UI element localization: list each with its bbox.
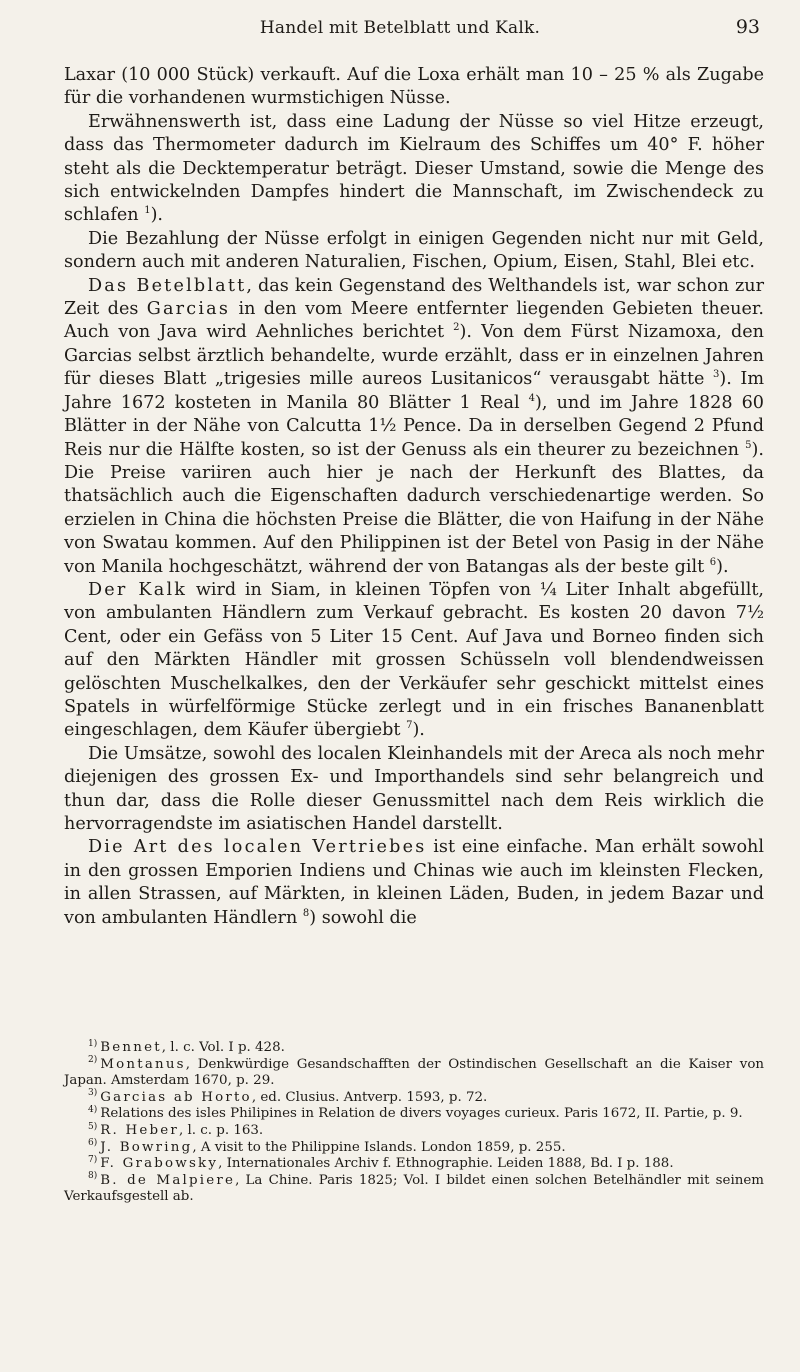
emphasized-text: J. Bowring [100, 1139, 193, 1155]
text-run: , l. c. p. 163. [178, 1122, 264, 1138]
footnote-mark: 7) [88, 1154, 98, 1165]
footnote-reference: 1 [144, 205, 151, 217]
footnote [64, 1156, 764, 1173]
emphasized-text: Bennet [100, 1040, 162, 1055]
footnote-mark: 5) [88, 1121, 98, 1132]
paragraph [64, 743, 764, 837]
text-run: wird in Siam, in kleinen Töpfen von ¼ Liter Inhalt abgefüllt, von ambulanten Händlern zum Verkauf gebracht. Es kosten 20 davon 7½ Cent, oder ein Gefäss von 5 Liter 15 Cent. Auf Java und Borneo finden sich auf den Märkten Händler mit grossen Schüsseln voll blendendweissen gelöschten Muschelkalkes, den der Verkäufer sehr geschickt mittelst eines Spatels in würfelförmige Stücke zerlegt und in ein frisches Bananenblatt eingeschlagen, dem Käufer übergiebt [64, 579, 765, 741]
text-run: ist eine einfache. Man erhält sowohl in den grossen Emporien Indiens und Chinas wie auch im kleinsten Flecken, in allen Strassen, auf Märkten, in kleinen Läden, Buden, in jedem Bazar und von ambulanten Händlern [64, 837, 764, 928]
footnote-mark: 6) [88, 1138, 98, 1149]
text-run: , das kein Gegenstand des Welthandels ist, war schon zur Zeit des [64, 275, 764, 320]
emphasized-text: Garcias [146, 299, 231, 320]
text-run: Laxar (10 000 Stück) verkauft. Auf die Loxa erhält man 10 – 25 % als Zugabe für die vorhandenen wurmstichigen Nüsse. [64, 65, 764, 109]
text-run: , A visit to the Philippine Islands. London 1859, p. 255. [192, 1139, 566, 1155]
text-run: Die Bezahlung der Nüsse erfolgt in einigen Gegenden nicht nur mit Geld, sondern auch mit anderen Naturalien, Fischen, Opium, Eisen, Stahl, Blei etc. [64, 228, 764, 273]
footnote-mark: 3) [88, 1088, 98, 1099]
emphasized-text: Der Kalk [88, 579, 188, 600]
text-run: , Denkwürdige Gesandschafften der Ostindischen Gesellschaft an die Kaiser von Japan. Amsterdam 1670, p. 29. [64, 1056, 764, 1089]
footnote [64, 1140, 764, 1157]
paragraph [64, 228, 764, 275]
paragraph [64, 64, 764, 111]
text-run: ). Im Jahre 1672 kosteten in Manila 80 Blätter 1 Real [64, 369, 765, 413]
footnote [64, 1173, 764, 1206]
footnote-reference: 2 [453, 322, 460, 334]
text-run: , Internationales Archiv f. Ethnographie. Leiden 1888, Bd. I p. 188. [218, 1156, 674, 1172]
body-text [64, 64, 764, 930]
text-run: in den vom Meere entfernter liegenden Gebieten theuer. Auch von Java wird Aehnliches berichtet [64, 299, 764, 343]
footnote [64, 1057, 764, 1090]
footnote-reference: 7 [406, 720, 413, 732]
footnote-mark: 2) [88, 1055, 98, 1066]
paragraph [64, 579, 764, 743]
footnote-reference: 3 [713, 369, 720, 381]
emphasized-text: Das Betelblatt [88, 275, 247, 296]
text-run: Die Umsätze, sowohl des localen Kleinhandels mit der Areca als noch mehr diejenigen des grossen Ex- und Importhandels sind sehr belangreich und thun dar, dass die Rolle dieser Genussmittel nach dem Reis wirklich die hervorragendste im asiatischen Handel darstellt. [64, 743, 764, 834]
text-run: Erwähnenswerth ist, dass eine Ladung der Nüsse so viel Hitze erzeugt, dass das Thermometer dadurch im Kielraum des Schiffes um 40° F. höher steht als die Decktemperatur beträgt. Dieser Umstand, sowie die Menge des sich entwickelnden Dampfes hindert die Mannschaft, im Zwischendeck zu schlafen [64, 111, 764, 226]
footnote-mark: 4) [88, 1104, 98, 1115]
text-run: ) sowohl die [309, 907, 417, 928]
text-run: , La Chine. Paris 1825; Vol. I bildet einen solchen Betelhändler mit seinem Verkaufsgestell ab. [64, 1172, 764, 1205]
page-number: 93 [735, 16, 760, 38]
emphasized-text: Die Art des localen Vertriebes [88, 837, 427, 858]
text-run: ). Von dem Fürst Nizamoxa, den Garcias selbst ärztlich behandelte, wurde erzählt, dass er in einzelnen Jahren für dieses Blatt „trigesies mille aureos Lusitanicos“ verausgabt hätte [64, 322, 764, 390]
text-run: , ed. Clusius. Antverp. 1593, p. 72. [251, 1089, 488, 1105]
footnote [64, 1106, 764, 1123]
text-run: Relations des isles Philipines in Relation de divers voyages curieux. Paris 1672, II. Partie, p. 9. [100, 1106, 743, 1122]
paragraph [64, 111, 764, 228]
text-run: ). [150, 205, 164, 226]
footnote-mark: 8) [88, 1171, 98, 1182]
paragraph [64, 836, 764, 930]
footnote-reference: 4 [528, 392, 536, 404]
text-run: ). Die Preise variiren auch hier je nach der Herkunft des Blattes, da thatsächlich auch die Eigenschaften dadurch verschiedenartige werden. So erzielen in China die höchsten Preise die Blätter, die von Haifung in der Nähe von Swatau kommen. Auf den Philippinen ist der Betel von Pasig in der Nähe von Manila hochgeschätzt, während der von Batangas als der beste gilt [64, 439, 764, 577]
emphasized-text: Montanus [100, 1056, 186, 1072]
footnote [64, 1123, 764, 1140]
footnote [64, 1040, 764, 1057]
running-title: Handel mit Betelblatt und Kalk. [259, 18, 541, 38]
emphasized-text: F. Grabowsky [100, 1156, 219, 1172]
paragraph [64, 275, 764, 579]
emphasized-text: Garcias ab Horto [100, 1089, 252, 1105]
footnote-reference: 8 [302, 907, 310, 919]
text-run: ), und im Jahre 1828 60 Blätter in der Nähe von Calcutta 1½ Pence. Da in derselben Gegend 2 Pfund Reis nur die Hälfte kosten, so ist der Genuss als ein theurer zu bezeichnen [64, 392, 764, 460]
text-run: , l. c. Vol. I p. 428. [161, 1040, 285, 1055]
footnotes [64, 1040, 764, 1206]
text-run: ). [412, 720, 425, 741]
text-run: ). [716, 556, 729, 577]
footnote-reference: 5 [745, 439, 752, 451]
footnote-mark: 1) [88, 1038, 98, 1049]
page-header [0, 12, 800, 42]
emphasized-text: R. Heber [100, 1122, 179, 1138]
footnote [64, 1090, 764, 1107]
footnote-reference: 6 [709, 556, 717, 568]
emphasized-text: B. de Malpiere [100, 1172, 236, 1188]
